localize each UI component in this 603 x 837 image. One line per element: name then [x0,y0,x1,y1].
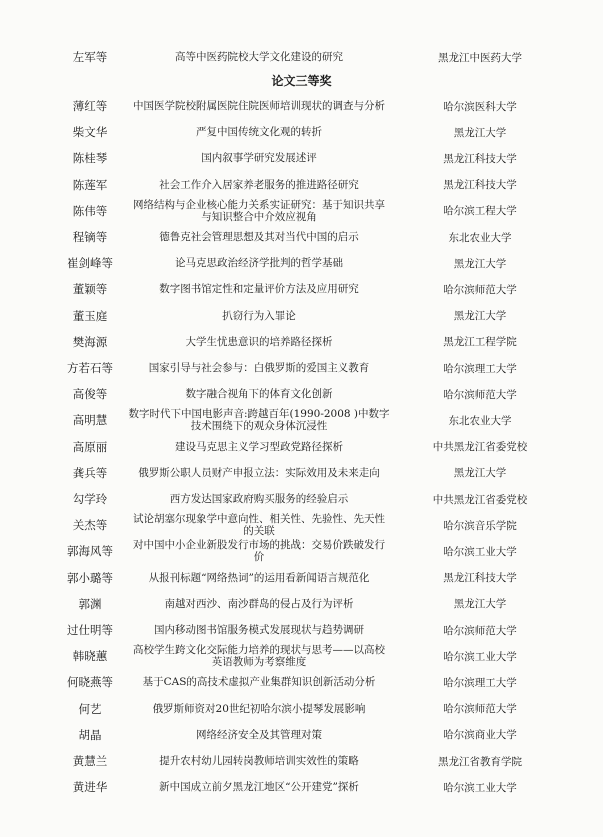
institution-cell: 黑龙江大学 [453,310,507,323]
title-cell: 网络经济安全及其管理对策 [196,728,322,741]
institution-cell: 黑龙江科技大学 [443,152,517,165]
table-row [0,434,603,460]
institution-cell: 东北农业大学 [448,414,512,427]
table-row [0,93,603,119]
institution-cell: 哈尔滨工业大学 [443,781,517,794]
title-cell: 国内移动图书馆服务模式发展现状与趋势调研 [154,624,364,636]
author-cell: 龚兵等 [72,465,108,480]
author-cell: 董颖等 [72,282,108,297]
title-cell: 网络结构与企业核心能力关系实证研究：基于知识共享与知识整合中介效应视角 [133,198,385,223]
author-cell: 程镝等 [72,230,108,244]
title-cell: 俄罗斯师资对20世纪初哈尔滨小提琴发展影响 [152,702,366,715]
table-row [0,486,603,512]
title-cell: 国内叙事学研究发展述评 [201,152,317,165]
institution-cell: 黑龙江大学 [453,257,507,270]
title-cell: 国家引导与社会参与：白俄罗斯的爱国主义教育 [148,362,370,374]
author-cell: 过仕明等 [67,623,113,637]
table-row [0,774,603,800]
title-cell: 对中国中小企业新股发行市场的挑战：交易价跌破发行价 [133,539,385,564]
author-cell: 何艺 [78,701,102,716]
title-cell: 建设马克思主义学习型政党路径探析 [175,440,343,453]
author-cell: 高俊等 [72,387,108,402]
institution-cell: 哈尔滨医科大学 [443,100,517,113]
table-row [0,172,603,198]
institution-cell: 黑龙江省教育学院 [438,755,522,768]
title-cell: 严复中国传统文化观的转折 [196,126,322,139]
table-row [0,722,603,748]
author-cell: 陈莲军 [72,177,108,192]
institution-cell: 黑龙江中医药大学 [438,51,522,64]
institution-cell: 哈尔滨工业大学 [443,545,517,558]
institution-cell: 东北农业大学 [448,231,512,244]
institution-cell: 黑龙江大学 [453,598,507,611]
table-row [0,303,603,329]
author-cell: 柴文华 [72,125,108,140]
author-cell: 郭渊 [78,596,102,611]
table-row [0,696,603,722]
author-cell: 左军等 [72,50,108,64]
institution-cell: 中共黑龙江省委党校 [432,441,528,454]
table-row [0,329,603,355]
table-row [0,643,603,669]
institution-cell: 哈尔滨师范大学 [443,388,517,401]
table-row [0,617,603,643]
institution-cell: 黑龙江大学 [453,467,507,480]
institution-cell: 哈尔滨师范大学 [443,703,517,716]
title-cell: 论马克思政治经济学批判的哲学基础 [175,257,343,270]
section-title: 论文三等奖 [271,73,332,88]
title-cell: 试论胡塞尔现象学中意向性、相关性、先验性、先天性的关联 [133,513,385,538]
table-row [0,748,603,774]
title-cell: 基于CAS的高技术虚拟产业集群知识创新活动分析 [142,676,376,689]
author-cell: 樊海源 [72,334,108,349]
title-cell: 中国医学院校附属医院住院医师培训现状的调查与分析 [133,100,385,112]
institution-cell: 哈尔滨商业大学 [443,729,517,742]
title-cell: 西方发达国家政府购买服务的经验启示 [169,493,349,505]
author-cell: 黄慧兰 [72,754,108,768]
institution-cell: 哈尔滨师范大学 [443,283,517,296]
title-cell: 新中国成立前夕黑龙江地区“公开建党”探析 [159,781,359,794]
title-cell: 高等中医药院校大学文化建设的研究 [175,51,343,63]
institution-cell: 哈尔滨工程大学 [443,205,517,218]
author-cell: 勾学玲 [72,492,108,506]
author-cell: 何晓燕等 [67,675,113,690]
institution-cell: 黑龙江科技大学 [443,179,517,192]
author-cell: 高明慧 [72,413,108,428]
author-cell: 胡晶 [78,727,102,742]
table-row [0,669,603,695]
institution-cell: 哈尔滨理工大学 [443,362,517,375]
author-cell: 郭小璐等 [67,570,113,585]
author-cell: 高原丽 [72,439,108,454]
title-cell: 提升农村幼儿园转岗教师培训实效性的策略 [159,755,359,767]
title-cell: 社会工作介入居家养老服务的推进路径研究 [159,178,359,191]
table-row [0,250,603,276]
institution-cell: 哈尔滨工业大学 [443,650,517,663]
table-row [0,460,603,486]
title-cell: 数字融合视角下的体育文化创新 [185,388,333,401]
table-row [0,276,603,302]
title-cell: 高校学生跨文化交际能力培养的现状与思考——以高校英语教师为考察维度 [133,644,385,669]
title-cell: 南越对西沙、南沙群岛的侵占及行为评析 [164,597,354,610]
title-cell: 从报刊标题“网络热词”的运用看新闻语言规范化 [148,571,370,584]
author-cell: 关杰等 [72,518,108,533]
institution-cell: 哈尔滨师范大学 [443,624,517,637]
author-cell: 郭海风等 [67,544,113,559]
institution-cell: 中共黑龙江省委党校 [432,493,528,506]
table-row [0,198,603,224]
institution-cell: 黑龙江大学 [453,126,507,139]
table-row [0,381,603,407]
title-cell: 数字图书馆定性和定量评价方法及应用研究 [159,283,359,296]
table-row [0,512,603,538]
table-row [0,145,603,171]
title-cell: 扒窃行为入罪论 [222,309,296,322]
institution-cell: 黑龙江科技大学 [443,572,517,585]
table-row [0,407,603,433]
title-cell: 德鲁克社会管理思想及其对当代中国的启示 [159,231,359,243]
table-row [0,119,603,145]
institution-cell: 哈尔滨音乐学院 [443,519,517,532]
table-row [0,565,603,591]
author-cell: 陈伟等 [72,203,108,218]
author-cell: 方若石等 [67,361,113,375]
title-cell: 数字时代下中国电影声音:跨越百年(1990-2008 )中数字技术围绕下的观众身体沉浸性 [128,408,390,433]
title-cell: 俄罗斯公职人员财产申报立法：实际效用及未来走向 [138,466,380,479]
table-row [0,355,603,381]
table-row [0,44,603,70]
author-cell: 董玉庭 [72,308,108,323]
author-cell: 黄进华 [72,780,108,795]
author-cell: 崔剑峰等 [67,256,113,271]
table-row [0,224,603,250]
institution-cell: 黑龙江工程学院 [443,336,517,349]
title-cell: 大学生忧患意识的培养路径探析 [185,335,333,348]
table-row [0,538,603,564]
author-cell: 韩晓蕙 [72,649,108,664]
author-cell: 薄红等 [72,99,108,113]
institution-cell: 哈尔滨理工大学 [443,676,517,689]
author-cell: 陈桂琴 [72,151,108,166]
table-row [0,591,603,617]
